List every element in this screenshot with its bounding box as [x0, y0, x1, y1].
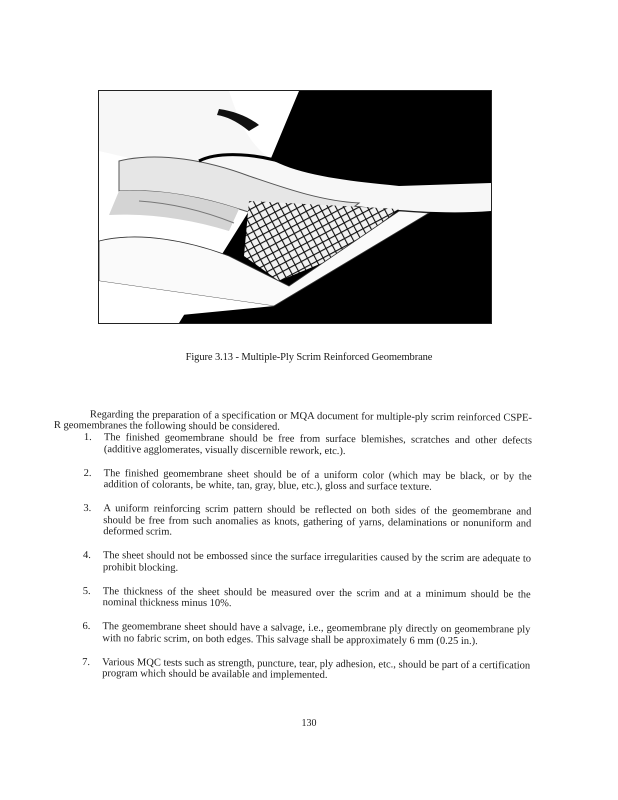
list-item	[82, 656, 530, 683]
list-item	[82, 621, 530, 648]
item-number: 2.	[83, 467, 92, 479]
figure-photo	[98, 90, 492, 324]
page-number: 130	[301, 718, 317, 729]
list-item	[83, 550, 531, 577]
list-item	[84, 432, 532, 459]
considerations-list	[82, 432, 532, 696]
list-item	[83, 503, 531, 541]
item-number: 6.	[82, 620, 91, 633]
item-number: 7.	[82, 656, 91, 668]
item-text: The finished geomembrane sheet should be of a uniform color (which may be black, or by the addition of colorants, be white, tan, gray, blue, etc.), gloss and surface texture.	[103, 467, 532, 493]
list-item	[84, 467, 532, 494]
item-text: The geomembrane sheet should have a salvage, i.e., geomembrane ply directly on geomembrane ply with no fabric scrim, on both edges. This salvage shall be approximately 6 mm (0.25 in.).	[102, 621, 531, 647]
item-number: 3.	[83, 502, 92, 515]
geomembrane-photo-icon	[99, 91, 491, 323]
item-text: The sheet should not be embossed since the surface irregularities caused by the scrim are adequate to prohibit blocking.	[102, 550, 532, 574]
item-text: A uniform reinforcing scrim pattern should be reflected on both sides of the geomembrane and should be free from such anomalies as knots, gathering of yarns, delaminations or nonuniform and deformed scrim.	[103, 503, 532, 538]
item-text: Various MQC tests such as strength, puncture, tear, ply adhesion, etc., should be part of a certification program which should be available and implemented.	[102, 656, 531, 681]
figure-caption: Figure 3.13 - Multiple-Ply Scrim Reinforced Geomembrane	[185, 352, 433, 363]
item-number: 1.	[83, 432, 92, 444]
intro-paragraph: Regarding the preparation of a specification or MQA document for multiple-ply scrim reinforced CSPE-R geomembranes the following should be considered.	[53, 408, 532, 433]
list-item	[83, 585, 531, 612]
item-number: 4.	[82, 549, 91, 562]
item-text: The thickness of the sheet should be measured over the scrim and at a minimum should be the nominal thickness minus 10%.	[102, 585, 531, 610]
item-text: The finished geomembrane should be free from surface blemishes, scratches and other defects (additive agglomerates, visually discernible rework, etc.).	[103, 432, 532, 457]
item-number: 5.	[82, 585, 91, 597]
